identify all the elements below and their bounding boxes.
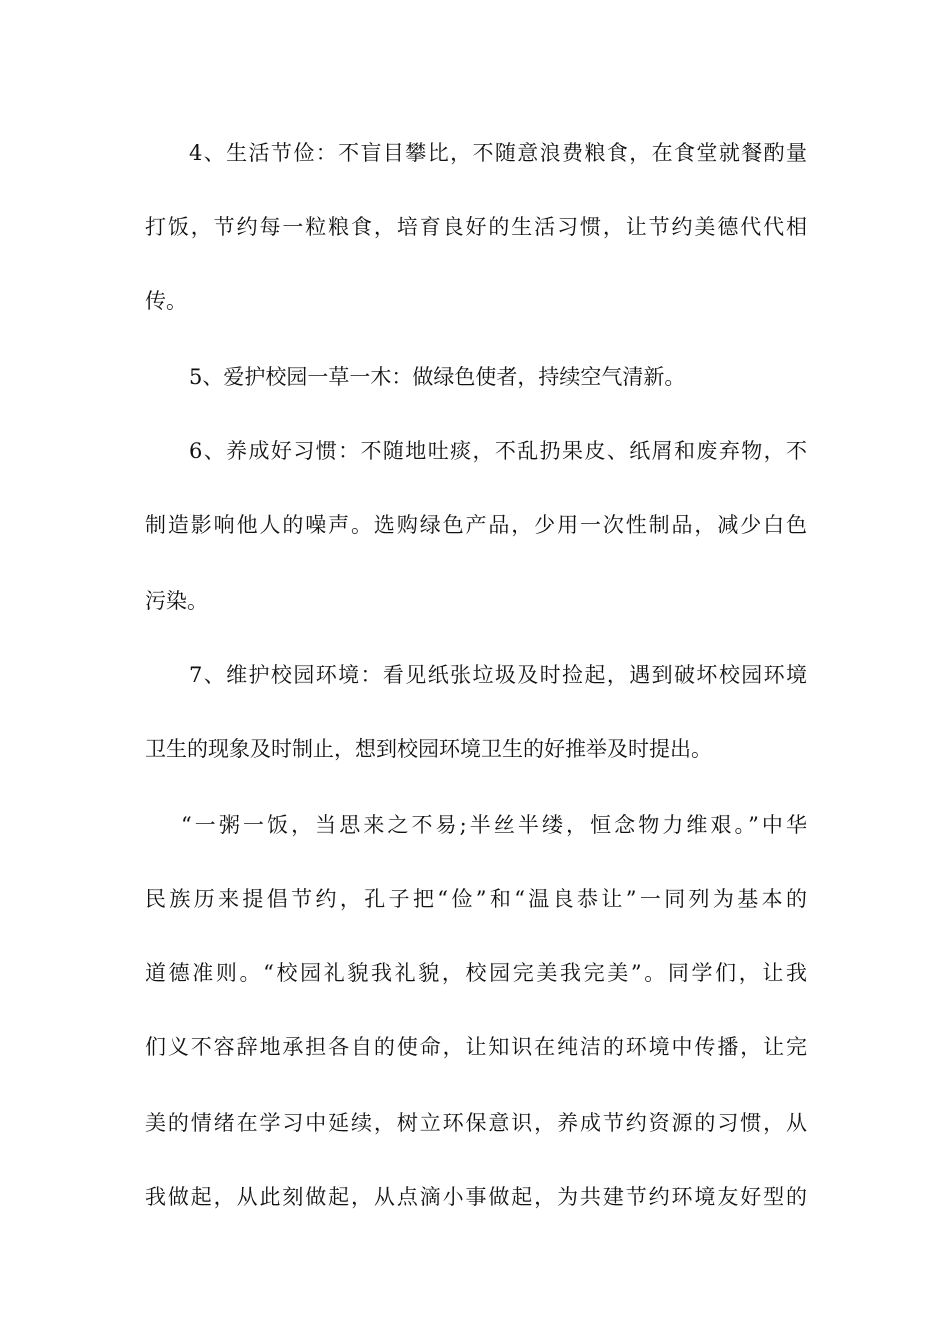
closing-paragraph-line-6: 我做起，从此刻做起，从点滴小事做起，为共建节约环境友好型的 xyxy=(145,1185,807,1209)
paragraph-4-line-3: 传。 xyxy=(145,289,187,313)
paragraph-6-line-2: 制造影响他人的噪声。选购绿色产品，少用一次性制品，减少白色 xyxy=(145,513,807,537)
paragraph-5-line-1: 5、爱护校园一草一木：做绿色使者，持续空气清新。 xyxy=(189,365,686,389)
paragraph-6-line-3: 污染。 xyxy=(145,589,208,613)
closing-paragraph-line-1: “一粥一饭，当思来之不易;半丝半缕，恒念物力维艰。”中华 xyxy=(181,813,807,837)
closing-paragraph-line-3: 道德准则。“校园礼貌我礼貌，校园完美我完美”。同学们，让我 xyxy=(145,961,807,985)
closing-paragraph-line-5: 美的情绪在学习中延续，树立环保意识，养成节约资源的习惯，从 xyxy=(145,1111,807,1135)
paragraph-4-line-2: 打饭，节约每一粒粮食，培育良好的生活习惯，让节约美德代代相 xyxy=(145,215,807,239)
paragraph-4-line-1: 4、生活节俭：不盲目攀比，不随意浪费粮食，在食堂就餐酌量 xyxy=(189,141,807,165)
paragraph-6-line-1: 6、养成好习惯：不随地吐痰，不乱扔果皮、纸屑和废弃物，不 xyxy=(189,439,807,463)
paragraph-7-line-1: 7、维护校园环境：看见纸张垃圾及时捡起，遇到破坏校园环境 xyxy=(189,663,807,687)
closing-paragraph-line-4: 们义不容辞地承担各自的使命，让知识在纯洁的环境中传播，让完 xyxy=(145,1035,807,1059)
closing-paragraph-line-2: 民族历来提倡节约，孔子把“俭”和“温良恭让”一同列为基本的 xyxy=(145,887,807,911)
paragraph-7-line-2: 卫生的现象及时制止，想到校园环境卫生的好推举及时提出。 xyxy=(145,737,712,761)
